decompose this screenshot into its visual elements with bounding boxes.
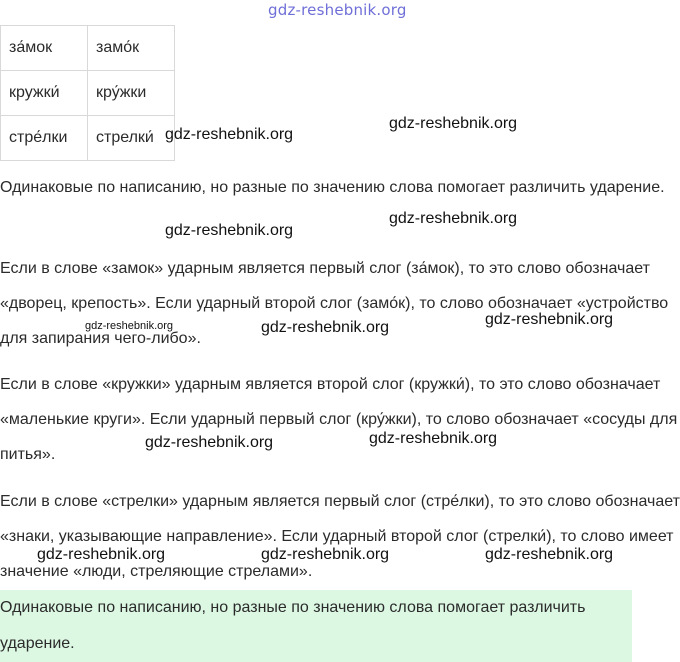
watermark: gdz-reshebnik.org bbox=[389, 210, 518, 227]
table-cell: замо́к bbox=[88, 26, 175, 71]
watermark: gdz-reshebnik.org bbox=[261, 546, 390, 563]
answer-text: Одинаковые по написанию, но разные по значению слова помогает различить ударение. bbox=[0, 599, 586, 652]
site-watermark: gdz-reshebnik.org bbox=[268, 1, 407, 19]
table-row bbox=[1, 71, 175, 116]
watermark: gdz-reshebnik.org bbox=[369, 430, 498, 447]
watermark: gdz-reshebnik.org bbox=[165, 126, 294, 143]
table-cell: за́мок bbox=[1, 26, 88, 71]
stress-words-table bbox=[0, 25, 175, 161]
table-cell: стрелки́ bbox=[88, 116, 175, 161]
paragraph-intro: Одинаковые по написанию, но разные по значению слова помогает различить ударение. bbox=[0, 179, 665, 196]
watermark: gdz-reshebnik.org bbox=[165, 222, 294, 239]
table-cell: кружки́ bbox=[1, 71, 88, 116]
watermark: gdz-reshebnik.org bbox=[85, 320, 174, 332]
table-row bbox=[1, 116, 175, 161]
watermark: gdz-reshebnik.org bbox=[485, 311, 614, 328]
watermark: gdz-reshebnik.org bbox=[261, 319, 390, 336]
paragraph-strelki: Если в слове «стрелки» ударным является первый слог (стре́лки), то это слово обозначает «знаки, указывающие направление». Если ударный второй слог (стрелки́), то слово имеет значение «люди, стреляющие стрелами». bbox=[0, 493, 680, 580]
table-row bbox=[1, 26, 175, 71]
table-cell: стре́лки bbox=[1, 116, 88, 161]
table-cell: кру́жки bbox=[88, 71, 175, 116]
watermark: gdz-reshebnik.org bbox=[145, 434, 274, 451]
watermark: gdz-reshebnik.org bbox=[37, 546, 166, 563]
paragraph-kruzhki: Если в слове «кружки» ударным является второй слог (кружки́), то это слово обозначает «маленькие круги». Если ударный первый слог (кру́жки), то слово обозначает «сосуды для питья». bbox=[0, 376, 678, 463]
paragraph-zamok: Если в слове «замок» ударным является первый слог (за́мок), то это слово обозначает «дворец, крепость». Если ударный второй слог (замо́к), то слово обозначает «устройство для запирания чего-либо». bbox=[0, 260, 669, 347]
watermark: gdz-reshebnik.org bbox=[485, 546, 614, 563]
watermark: gdz-reshebnik.org bbox=[389, 115, 518, 132]
